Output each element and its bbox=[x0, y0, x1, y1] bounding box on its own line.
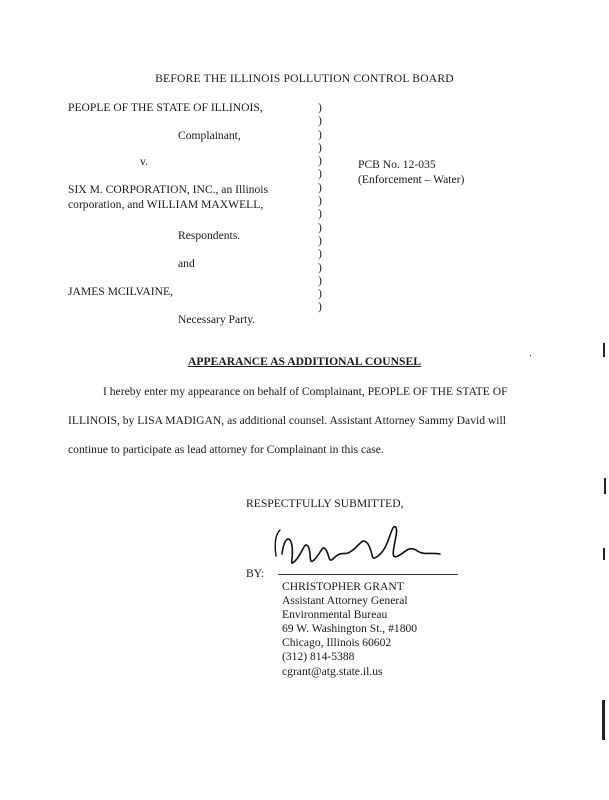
paren-mark: ) bbox=[318, 167, 322, 181]
board-heading: BEFORE THE ILLINOIS POLLUTION CONTROL BOARD bbox=[155, 72, 454, 85]
document-title: APPEARANCE AS ADDITIONAL COUNSEL bbox=[188, 355, 421, 368]
paren-mark: ) bbox=[318, 273, 322, 287]
paren-mark: ) bbox=[318, 180, 322, 194]
signer-title: Assistant Attorney General bbox=[282, 594, 408, 607]
paren-mark: ) bbox=[318, 194, 322, 208]
signer-bureau: Environmental Bureau bbox=[282, 608, 388, 621]
body-line-1: I hereby enter my appearance on behalf of Complainant, PEOPLE OF THE STATE OF bbox=[103, 385, 508, 398]
paren-mark: ) bbox=[318, 260, 322, 274]
signer-name: CHRISTOPHER GRANT bbox=[282, 580, 404, 593]
respondent-line-2: corporation, and WILLIAM MAXWELL, bbox=[68, 198, 264, 211]
case-number: PCB No. 12-035 bbox=[358, 158, 436, 171]
versus-label: v. bbox=[140, 155, 148, 168]
body-line-2: ILLINOIS, by LISA MADIGAN, as additional counsel. Assistant Attorney Sammy David will bbox=[68, 414, 506, 427]
signer-address: 69 W. Washington St., #1800 bbox=[282, 622, 418, 635]
complainant-label: Complainant, bbox=[178, 129, 241, 142]
necessary-party-name: JAMES MCILVAINE, bbox=[68, 285, 174, 298]
necessary-party-label: Necessary Party. bbox=[178, 313, 256, 326]
scan-mark bbox=[604, 478, 606, 494]
paren-mark: ) bbox=[318, 154, 322, 168]
paren-mark: ) bbox=[318, 220, 322, 234]
paren-mark: ) bbox=[318, 300, 322, 314]
by-label: BY: bbox=[246, 567, 265, 580]
plaintiff-name: PEOPLE OF THE STATE OF ILLINOIS, bbox=[68, 101, 263, 114]
paren-mark: ) bbox=[318, 127, 322, 141]
closing-line: RESPECTFULLY SUBMITTED, bbox=[246, 497, 404, 510]
and-label: and bbox=[178, 257, 195, 270]
signature-line bbox=[278, 574, 458, 575]
signer-email: cgrant@atg.state.il.us bbox=[282, 665, 383, 678]
handwritten-signature bbox=[270, 516, 470, 580]
respondents-label: Respondents. bbox=[178, 229, 241, 242]
paren-mark: ) bbox=[318, 140, 322, 154]
body-line-3: continue to participate as lead attorney for Complainant in this case. bbox=[68, 443, 384, 456]
caption-divider bbox=[318, 101, 328, 314]
scan-mark bbox=[603, 343, 605, 357]
signer-phone: (312) 814-5388 bbox=[282, 650, 355, 663]
paren-mark: ) bbox=[318, 114, 322, 128]
paren-mark: ) bbox=[318, 287, 322, 301]
respondent-line-1: SIX M. CORPORATION, INC., an Illinois bbox=[68, 183, 269, 196]
paren-mark: ) bbox=[318, 233, 322, 247]
scan-mark bbox=[602, 700, 605, 740]
paren-mark: ) bbox=[318, 101, 322, 114]
paren-mark: ) bbox=[318, 247, 322, 261]
scan-mark bbox=[530, 355, 531, 356]
scan-mark bbox=[603, 548, 605, 560]
case-type: (Enforcement – Water) bbox=[358, 173, 465, 186]
paren-mark: ) bbox=[318, 207, 322, 221]
signer-city: Chicago, Illinois 60602 bbox=[282, 636, 392, 649]
